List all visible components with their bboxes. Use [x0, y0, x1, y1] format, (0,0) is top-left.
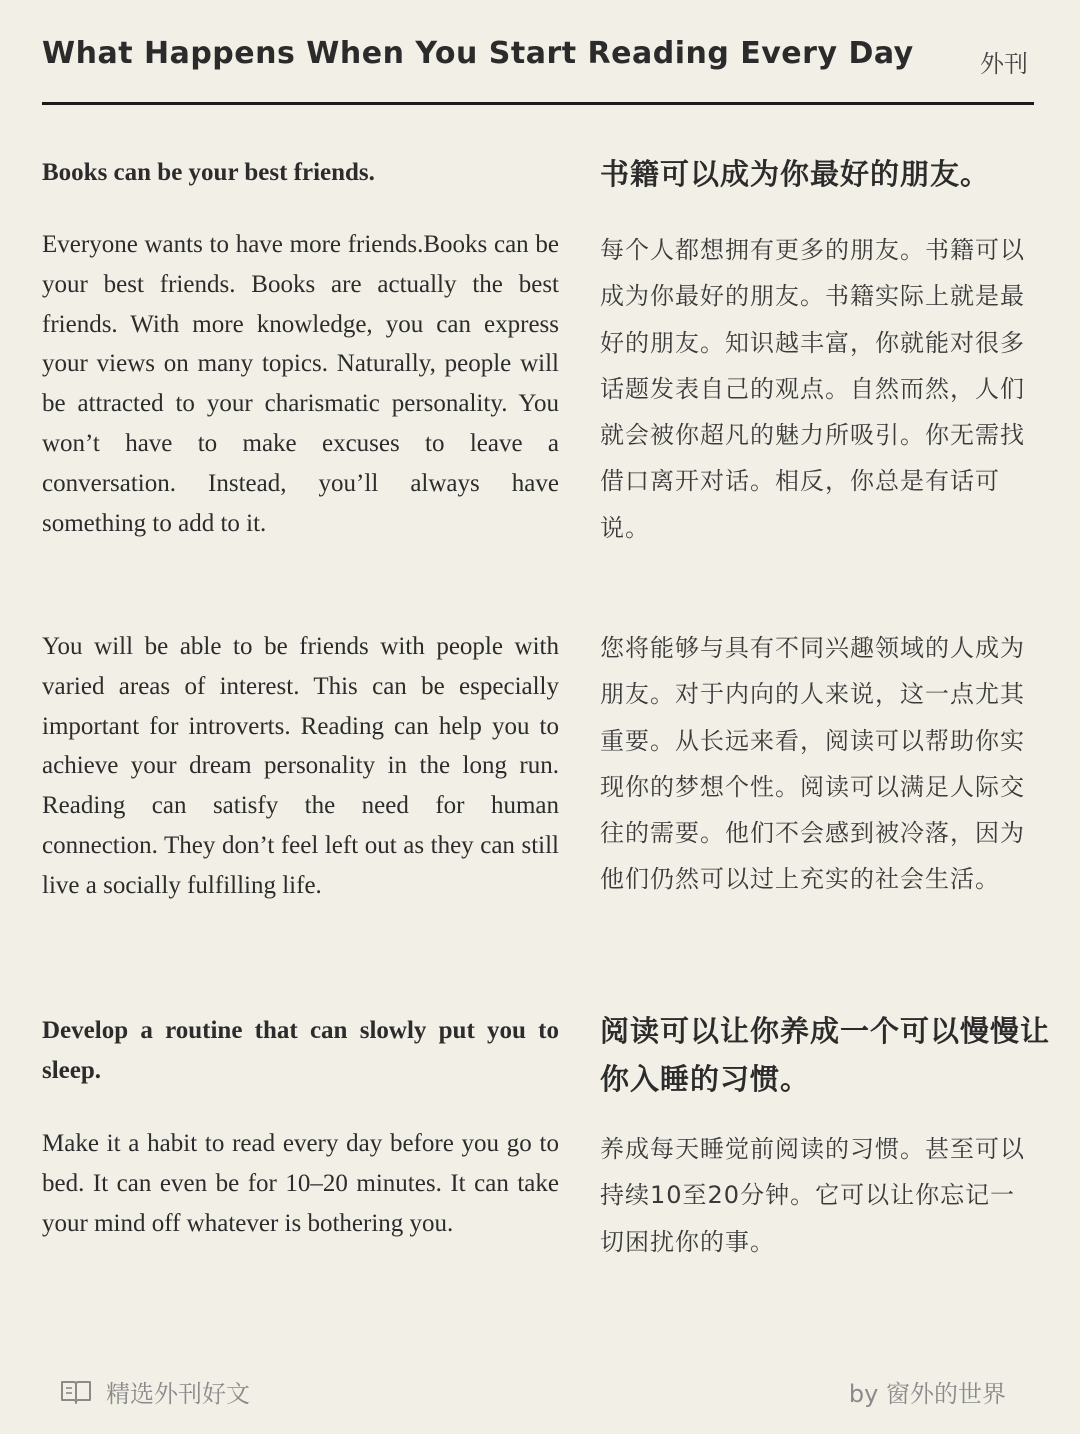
section-2-zh-heading: 阅读可以让你养成一个可以慢慢让你入睡的习惯。 [600, 1014, 1051, 1096]
footer-brand [60, 1374, 250, 1409]
footer-left-label: 精选外刊好文 [106, 1380, 250, 1408]
category-tag: 外刊 [980, 50, 1028, 78]
section-1-en-heading: Books can be your best friends. [42, 159, 375, 186]
section-1-en-paragraph-1: Everyone wants to have more friends.Books can be your best friends. Books are actually the best friends. With more knowledge, you can express your views on many topics. Naturally, people will be attracted to your charismatic personality. You won’t have to make excuses to leave a conversation. Instead, you’ll always have something to add to it. [42, 231, 559, 537]
section-1-en-paragraph-2: You will be able to be friends with people with varied areas of interest. This can be especially important for introverts. Reading can help you to achieve your dream personality in the long run. Reading can satisfy the need for human connection. They don’t feel left out as they can still live a socially fulfilling life. [42, 633, 559, 899]
section-2-en-paragraph-1: Make it a habit to read every day before you go to bed. It can even be for 10–20 minutes. It can take your mind off whatever is bothering you. [42, 1130, 559, 1237]
section-1-zh-paragraph-2: 您将能够与具有不同兴趣领域的人成为朋友。对于内向的人来说，这一点尤其重要。从长远来看，阅读可以帮助你实现你的梦想个性。阅读可以满足人际交往的需要。他们不会感到被冷落，因为他们仍然可以过上充实的社会生活。 [600, 634, 1025, 894]
footer-author: by 窗外的世界 [848, 1380, 1006, 1408]
section-1-zh-paragraph-1: 每个人都想拥有更多的朋友。书籍可以成为你最好的朋友。书籍实际上就是最好的朋友。知识越丰富，你就能对很多话题发表自己的观点。自然而然，人们就会被你超凡的魅力所吸引。你无需找借口离开对话。相反，你总是有话可说。 [600, 236, 1025, 542]
open-book-icon [60, 1378, 92, 1406]
section-1-zh-heading: 书籍可以成为你最好的朋友。 [600, 157, 991, 191]
section-2-zh-paragraph-1: 养成每天睡觉前阅读的习惯。甚至可以持续10至20分钟。它可以让你忘记一切困扰你的事。 [600, 1135, 1025, 1256]
page-title: What Happens When You Start Reading Every Day [42, 36, 914, 71]
page-header [42, 34, 1034, 105]
section-2-en-heading: Develop a routine that can slowly put you to sleep. [42, 1017, 559, 1084]
